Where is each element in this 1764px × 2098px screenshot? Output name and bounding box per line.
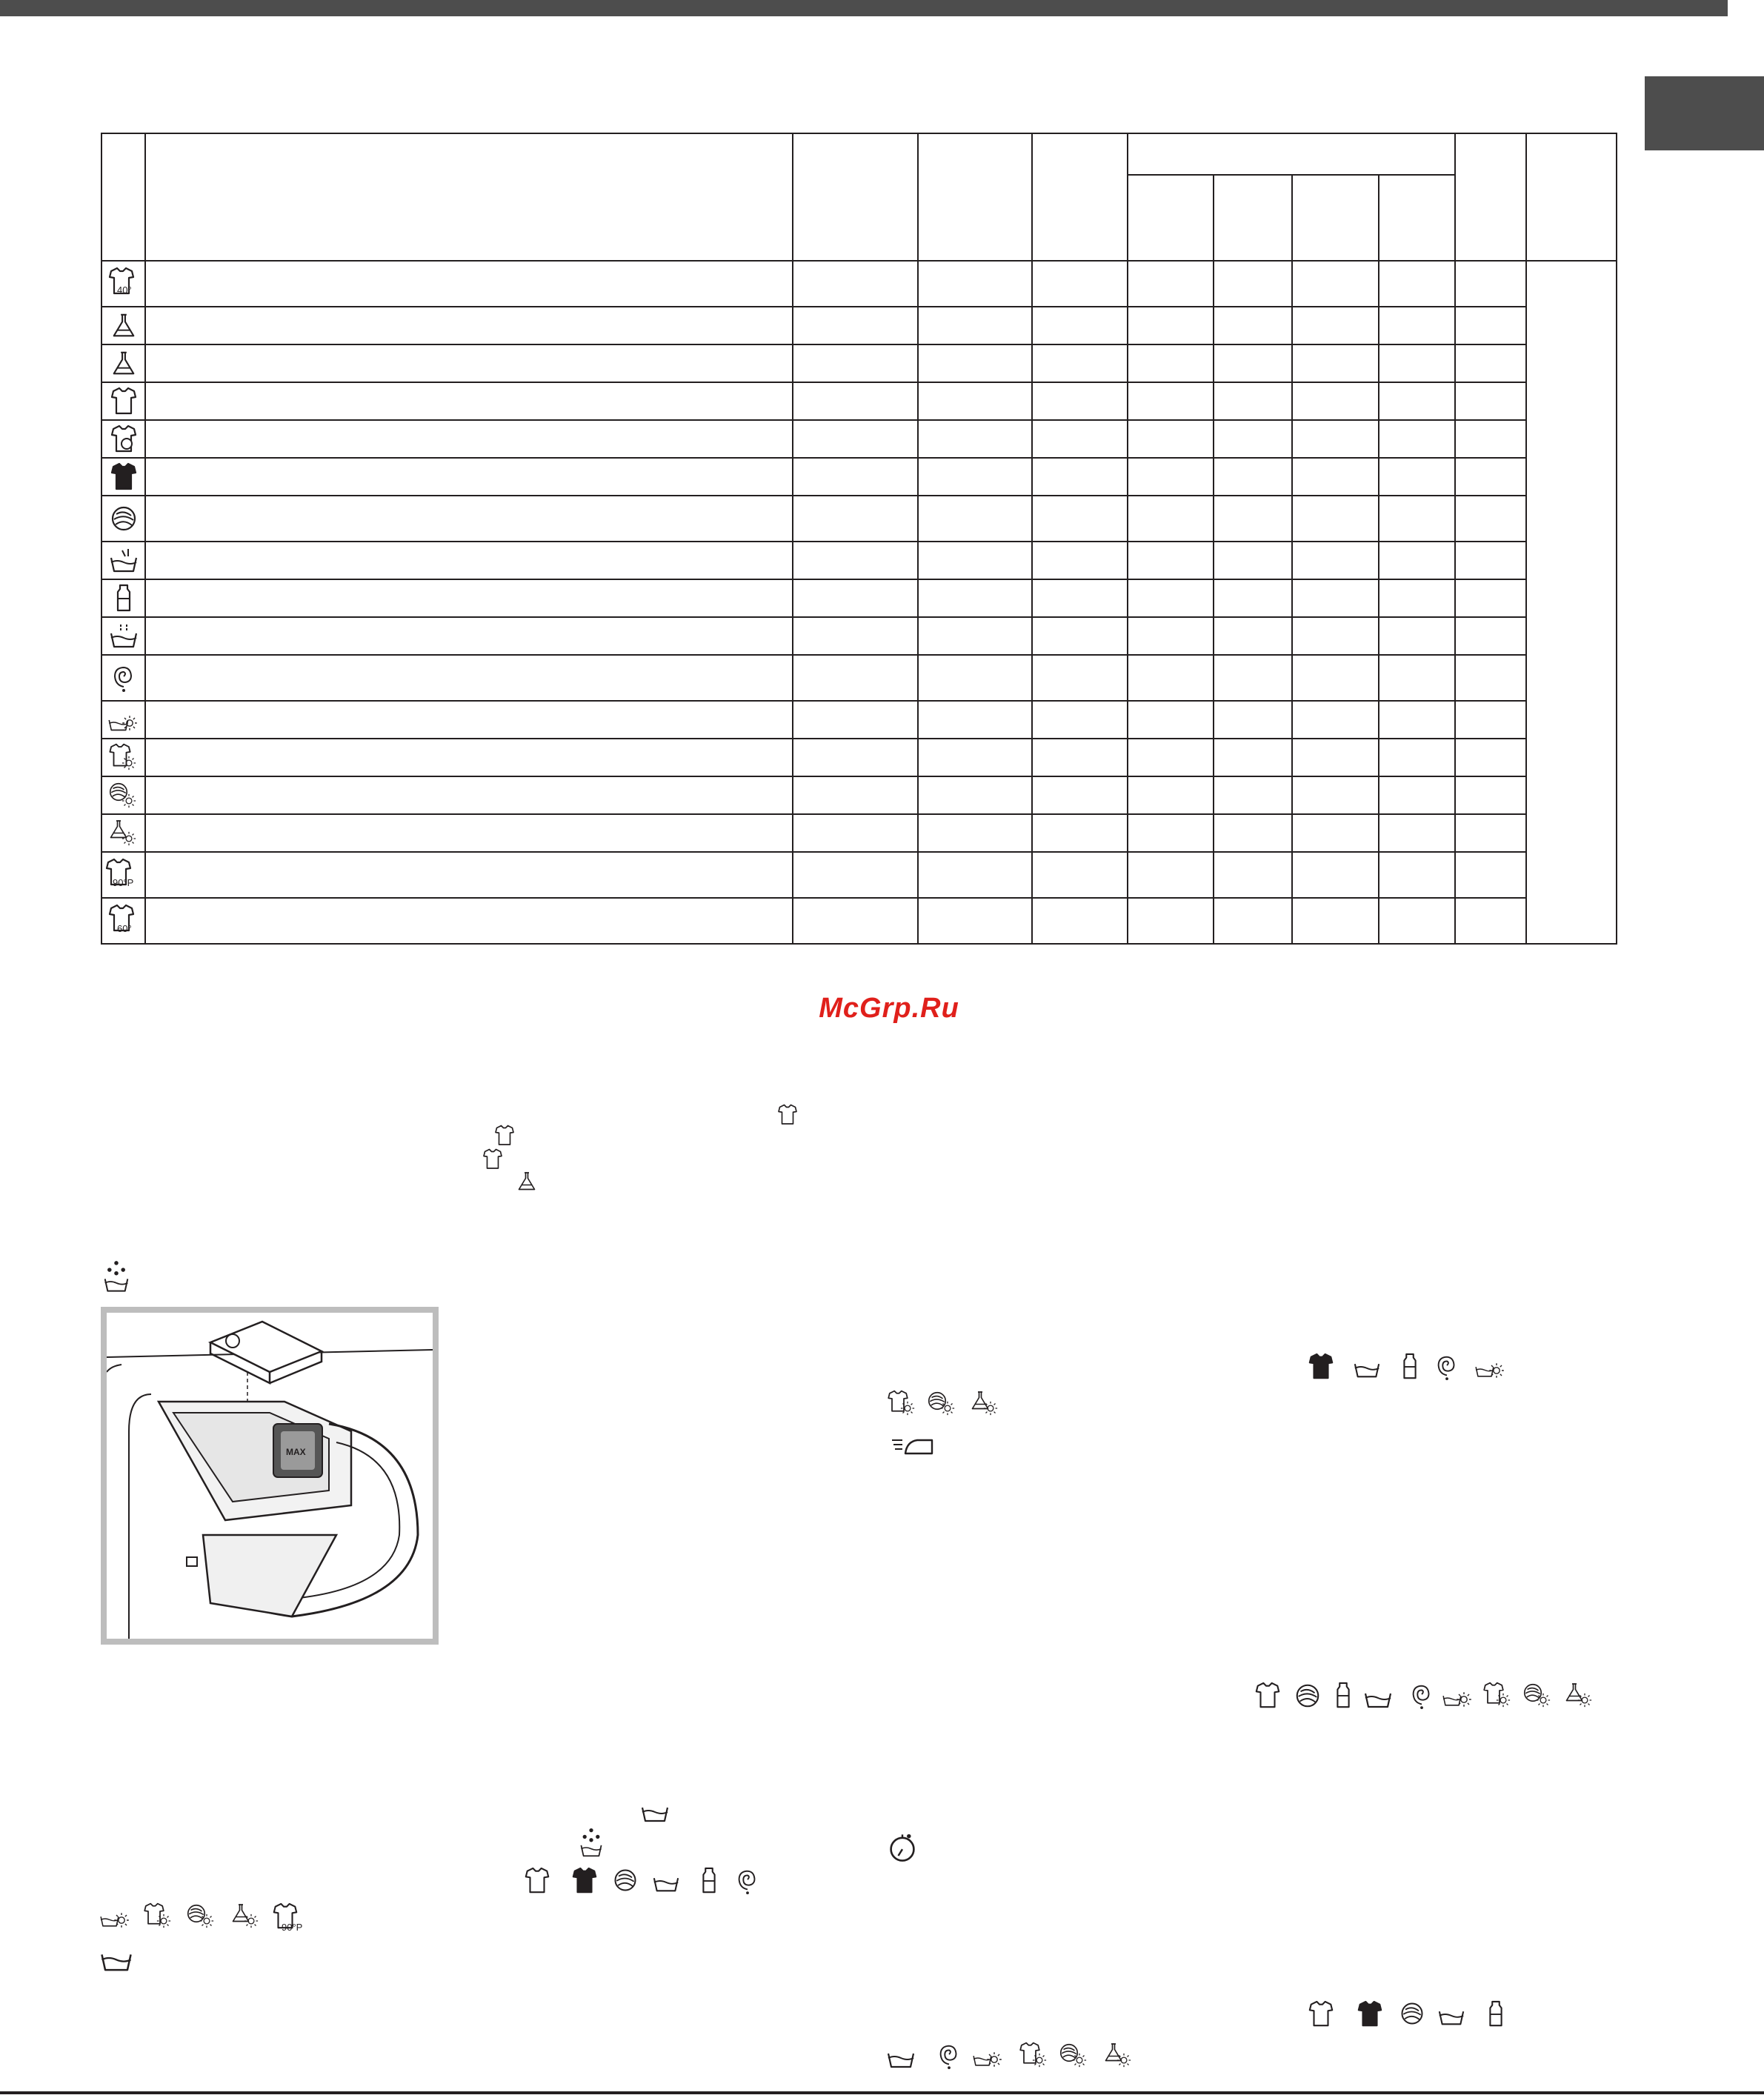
table-header-row [101, 133, 1617, 175]
stain-icon [101, 420, 145, 458]
eco-icon [101, 701, 145, 739]
bottom-rule [0, 2091, 1764, 2094]
table-row [101, 307, 1617, 344]
timer-icon [886, 1831, 920, 1865]
table-row [101, 382, 1617, 420]
prewash-powder-icon [99, 1258, 136, 1295]
hand-wash-icon [640, 1796, 673, 1825]
header-cell [145, 133, 793, 261]
svg-text:60°: 60° [116, 923, 132, 934]
delicates-icon [1437, 2000, 1467, 2030]
lingerie-icon [733, 1867, 763, 1896]
table-row [101, 852, 1617, 898]
mixed-icon [523, 1867, 553, 1896]
hand-wash-icon [101, 617, 145, 655]
table-row [101, 701, 1617, 739]
eco-synthetics-icon [101, 814, 145, 852]
table-row [101, 344, 1617, 382]
eco-synthetics-icon [1102, 2042, 1136, 2071]
detergent-drawer-illustration [101, 1307, 439, 1645]
table-row [101, 776, 1617, 814]
baby-icon [1482, 2000, 1511, 2030]
baby-icon [1396, 1353, 1425, 1382]
eco-icon [99, 1902, 133, 1932]
table-row [101, 898, 1617, 944]
wool-icon [612, 1867, 642, 1896]
eco-color-icon [101, 776, 145, 814]
dark-icon [1307, 1353, 1337, 1382]
cotton-40-icon [101, 261, 145, 307]
table-row [101, 579, 1617, 617]
subheader-cell [1379, 175, 1455, 261]
max-label: MAX [286, 1447, 306, 1457]
eco-icon [1442, 1682, 1476, 1711]
eco-icon [1474, 1353, 1508, 1382]
svg-text:40°: 40° [116, 284, 132, 296]
synthetics-icon [101, 307, 145, 344]
eco-cotton-icon [142, 1902, 176, 1932]
baby-icon [1329, 1682, 1359, 1711]
lingerie-icon [935, 2042, 965, 2071]
delicates-icon [1353, 1353, 1382, 1382]
programme-table [101, 133, 1617, 945]
baby-icon [695, 1867, 725, 1896]
eco-icon [972, 2042, 1006, 2071]
mixed-icon [1254, 1682, 1283, 1711]
hand-wash-icon [1363, 1682, 1396, 1711]
header-group-cell [1128, 133, 1455, 175]
easy-iron-icon [886, 1431, 939, 1461]
stain-icon [482, 1148, 505, 1172]
header-cell [918, 133, 1032, 261]
eco-synthetics-icon [969, 1390, 1003, 1419]
cotton-60-icon [101, 898, 145, 944]
baby-icon [101, 579, 145, 617]
header-cell [1526, 133, 1617, 261]
eco-cotton-icon [886, 1390, 920, 1419]
table-row [101, 420, 1617, 458]
eco-cotton-icon [101, 739, 145, 776]
cotton-90-prewash-icon [101, 852, 145, 898]
prewash-powder-icon [575, 1825, 612, 1859]
table-row [101, 617, 1617, 655]
svg-text:90°P: 90°P [112, 877, 133, 888]
table-row [101, 261, 1617, 307]
wool-icon [1399, 2000, 1428, 2030]
eco-color-icon [185, 1902, 219, 1932]
eco-synthetics-icon [230, 1902, 264, 1932]
synthetics-icon [101, 344, 145, 382]
synthetics-icon [516, 1170, 539, 1194]
dark-icon [570, 1867, 600, 1896]
subheader-cell [1292, 175, 1379, 261]
eco-color-icon [1522, 1682, 1556, 1711]
table-row [101, 739, 1617, 776]
mixed-icon [1307, 2000, 1337, 2030]
table-row [101, 814, 1617, 852]
lingerie-icon [1433, 1353, 1462, 1382]
header-cell [793, 133, 918, 261]
eco-color-icon [926, 1390, 960, 1419]
table-row [101, 542, 1617, 579]
eco-cotton-icon [1482, 1682, 1516, 1711]
cotton-60-icon [776, 1104, 800, 1128]
dark-icon [101, 458, 145, 496]
watermark: McGrp.Ru [819, 993, 959, 1024]
table-row [101, 458, 1617, 496]
delicates-icon [652, 1867, 682, 1896]
hand-wash-icon [99, 1941, 135, 1975]
eco-color-icon [1058, 2042, 1092, 2071]
top-bar [0, 0, 1728, 16]
merged-cell [1526, 261, 1617, 944]
mixed-icon [101, 382, 145, 420]
header-cell [1032, 133, 1128, 261]
eco-synthetics-icon [1563, 1682, 1597, 1711]
header-cell [1455, 133, 1526, 261]
dark-icon [1356, 2000, 1385, 2030]
lingerie-icon [1408, 1682, 1437, 1711]
table-row [101, 496, 1617, 542]
cotton-40-icon [493, 1125, 517, 1148]
cotton-90-prewash-icon [271, 1902, 316, 1935]
subheader-cell [1214, 175, 1292, 261]
wool-icon [1294, 1682, 1323, 1711]
delicates-icon [101, 542, 145, 579]
eco-cotton-icon [1018, 2042, 1052, 2071]
wool-icon [101, 496, 145, 542]
header-cell [101, 133, 145, 261]
svg-text:90°P: 90°P [282, 1922, 303, 1933]
subheader-cell [1128, 175, 1214, 261]
language-tab [1645, 76, 1764, 150]
hand-wash-icon [886, 2042, 919, 2071]
table-row [101, 655, 1617, 701]
lingerie-icon [101, 655, 145, 701]
